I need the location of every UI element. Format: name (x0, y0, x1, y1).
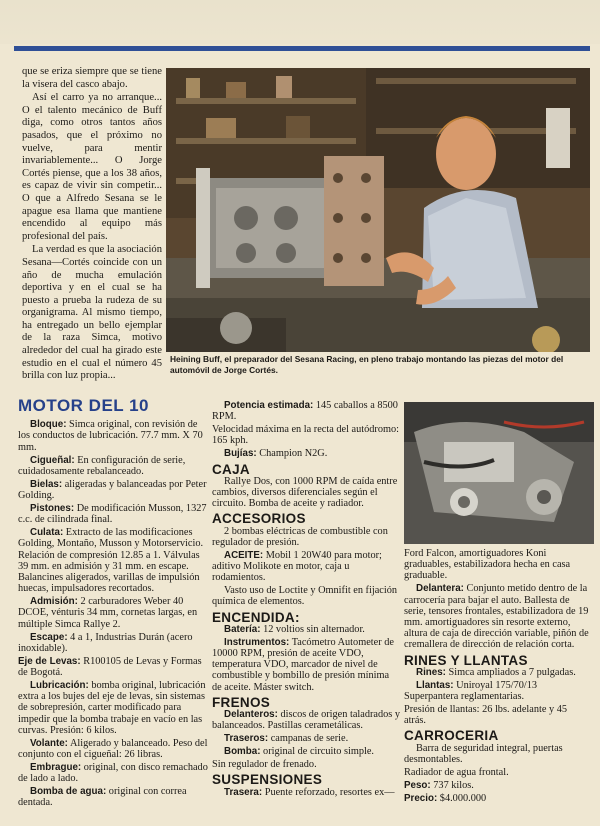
spec-text: Puente reforzado, resortes ex— (264, 786, 395, 798)
spec-label: Delanteros: (224, 709, 278, 721)
spec-label: Bomba de agua: (30, 786, 107, 798)
spec-bielas (18, 479, 208, 501)
spec-regulador: Sin regulador de frenado. (212, 759, 317, 771)
section-carroceria: CARROCERIA (404, 728, 499, 744)
spec-delanteros (212, 709, 400, 731)
spec-bateria (212, 624, 400, 635)
spec-text: bomba original, lubricación extra a los bujes del eje de levas, sin sistemas de sobrepresión, carter modificado para impedir que la bomba trabaje en vacío en las curvas. Presión: 6 kilos. (18, 680, 206, 736)
spec-llantas (404, 680, 590, 702)
spec-embrague (18, 762, 208, 784)
spec-label: Bomba: (224, 746, 261, 758)
spec-text: Mobil 1 20W40 para motor; aditivo Molikote en motor, caja u rodamientos. (212, 549, 382, 584)
spec-trasera (212, 787, 400, 798)
spec-text: En configuración de serie, cuidadosamente rebalanceado. (18, 454, 186, 477)
spec-label: Embrague: (30, 762, 82, 774)
spec-text: Tacómetro Autometer de 10000 RPM, presión de aceite VDO, temperatura VDO, marcador de nivel de combustible y bombillo de presión mínima de aceite. Máster switch. (212, 636, 394, 693)
spec-potencia (212, 400, 400, 422)
spec-rines (404, 667, 590, 678)
workshop-photo (166, 68, 590, 352)
section-caja: CAJA (212, 461, 250, 477)
spec-culata (18, 527, 208, 594)
workshop-photo-illustration (166, 68, 590, 352)
spec-barra: Barra de seguridad integral, puertas desmontables. (404, 742, 563, 765)
spec-velocidad: Velocidad máxima en la recta del autódromo: 165 kph. (212, 424, 399, 447)
spec-text: Aligerado y balanceado. Peso del conjunto con el cigueñal: 26 libras. (18, 737, 208, 761)
spec-text: De modificación Musson, 1327 c.c. de cilindrada final. (18, 503, 207, 526)
spec-column-3 (404, 548, 590, 806)
spec-eje-levas (18, 656, 208, 678)
header-rule (14, 46, 590, 51)
spec-escape (18, 632, 208, 654)
spec-label: Peso: (404, 779, 431, 791)
spec-label: Potencia estimada: (224, 400, 314, 411)
spec-bomba-agua (18, 786, 208, 808)
spec-text: 737 kilos. (433, 779, 474, 791)
intro-text (22, 66, 162, 384)
spec-label: Bujías: (224, 448, 257, 460)
section-suspensiones: SUSPENSIONES (212, 772, 323, 788)
spec-text: original, con disco remachado de lado a lado. (18, 762, 208, 785)
spec-label: Batería: (224, 623, 261, 635)
spec-text: 2 carburadores Weber 40 DCOE, vénturis 34 mm, cornetas largas, en múltiple Simca Rallye 2. (18, 596, 198, 630)
section-frenos: FRENOS (212, 694, 271, 710)
spec-presion-llantas: Presión de llantas: 26 lbs. adelante y 45 atrás. (404, 704, 568, 727)
spec-text: 4 a 1, Industrias Durán (acero inoxidable). (18, 631, 193, 654)
spec-label: Volante: (30, 737, 68, 749)
spec-trasera-cont: Ford Falcon, amortiguadores Koni graduables, estabilizadora hecha en casa graduable. (404, 548, 571, 582)
spec-column-1 (18, 398, 208, 810)
intro-paragraph: Así el carro ya no arranque... O el talento mecánico de Buff diga, como otros tantos años pasados, que el próximo no vuelve, para mentir invariablemente... O Jorge Cortés piense, que a los 38 años, es capaz de vivir sin competir... O que a Alfredo Sesana se le apague esa llama que mantiene encendido al equipo más profesional del país. (22, 92, 162, 242)
spec-peso (404, 780, 590, 791)
spec-pistones (18, 503, 208, 525)
spec-label: Eje de Levas: (18, 655, 81, 667)
spec-text: Uniroyal 175/70/13 Superpantera reglamentarias. (404, 679, 538, 703)
spec-text: 12 voltios sin alternador. (263, 623, 365, 635)
spec-text: original con correa dentada. (18, 786, 187, 809)
spec-text: Simca ampliados a 7 pulgadas. (448, 666, 576, 678)
spec-caja: Rallye Dos, con 1000 RPM de caída entre cambios, diversos diferenciales según el circuito. Bomba de aceite y radiador. (212, 475, 398, 510)
spec-volante (18, 738, 208, 760)
intro-paragraph: que se eriza siempre que se tiene la visera del casco abajo. (22, 66, 162, 90)
spec-precio (404, 793, 590, 804)
spec-text: discos de origen taladrados y balanceados. Pastillas cerametálicas. (212, 709, 401, 732)
engine-photo (404, 402, 594, 544)
spec-label: Culata: (30, 527, 64, 539)
engine-photo-illustration (404, 402, 594, 544)
spec-label: Lubricación: (30, 680, 89, 692)
spec-ciguenal (18, 455, 208, 477)
spec-text: Conjunto metido dentro de la carrocería para bajar el auto. Ballesta de serie, tensores frontales, estabilizadora de 19 mm. amortiguadores sin resorte externo, altura de caja de dirección variable, piñón de cremallera de dirección de relación corta. (404, 583, 589, 651)
spec-column-2 (212, 400, 400, 800)
spec-vasto: Vasto uso de Loctite y Omnifit en fijación química de elementos. (212, 585, 398, 608)
section-accesorios: ACCESORIOS (212, 511, 306, 527)
spec-aceite (212, 550, 400, 584)
spec-label: Llantas: (416, 679, 454, 691)
spec-lubricacion (18, 680, 208, 736)
page-top-margin (0, 0, 600, 44)
spec-text: 145 caballos a 8500 RPM. (212, 400, 398, 423)
spec-text: campanas de serie. (270, 733, 349, 745)
spec-text: Champion N2G. (259, 448, 328, 460)
spec-instrumentos (212, 637, 400, 693)
spec-admision (18, 596, 208, 630)
spec-delantera (404, 583, 590, 650)
spec-text: original de circuito simple. (263, 746, 374, 758)
spec-traseros (212, 733, 400, 744)
spec-label: Cigueñal: (30, 454, 75, 466)
photo-caption: Heining Buff, el preparador del Sesana Racing, en pleno trabajo montando las piezas del motor del automóvil de Jorge Cortés. (170, 354, 564, 375)
spec-label: Traseros: (224, 733, 269, 745)
spec-label: Trasera: (224, 786, 263, 798)
spec-radiador: Radiador de agua frontal. (404, 766, 509, 778)
section-encendida: ENCENDIDA: (212, 609, 300, 625)
spec-label: Precio: (404, 792, 438, 804)
spec-bomba-freno (212, 746, 400, 757)
spec-label: ACEITE: (224, 549, 264, 561)
spec-accesorios: 2 bombas eléctricas de combustible con regulador de presión. (212, 525, 388, 548)
spec-label: Delantera: (416, 583, 464, 595)
spec-label: Pistones: (30, 503, 75, 515)
spec-label: Escape: (30, 631, 68, 643)
spec-text: Extracto de las modificaciones Golding, Montaño, Musson y Motorservicio. Relación de compresión 12.85 a 1. Válvulas 39 mm. en admisión y 31 mm. en escape. Balancines aligerados, varillas de impulsión huecas, impulsadores recortados. (18, 527, 204, 595)
spec-label: Bloque: (30, 419, 67, 431)
spec-text: R100105 de Levas y Formas de Bogotá. (18, 655, 202, 679)
spec-label: Bielas: (30, 478, 63, 490)
intro-paragraph: La verdad es que la asociación Sesana—Cortés coincide con un año de mucha emulación deportiva y en el cual se ha puesto a prueba la rudeza de su organigrama. Al mismo tiempo, ha entregado un bello ejemplar de la raza Simca, motivo alrededor del cual ha girado este estudio en el cual el número 45 brilla con luz propia... (22, 244, 162, 382)
spec-text: Simca original, con revisión de los conductos de lubricación. 77.7 mm. X 70 mm. (18, 419, 203, 453)
spec-label: Instrumentos: (224, 636, 290, 648)
spec-bujias (212, 448, 400, 459)
spec-label: Rines: (416, 666, 446, 678)
spec-text: $4.000.000 (439, 792, 487, 804)
spec-text: aligeradas y balanceadas por Peter Golding. (18, 478, 207, 502)
section-rines: RINES Y LLANTAS (404, 652, 528, 668)
spec-label: Admisión: (30, 596, 78, 608)
spec-bloque (18, 419, 208, 453)
spec-title: MOTOR DEL 10 (18, 396, 150, 415)
